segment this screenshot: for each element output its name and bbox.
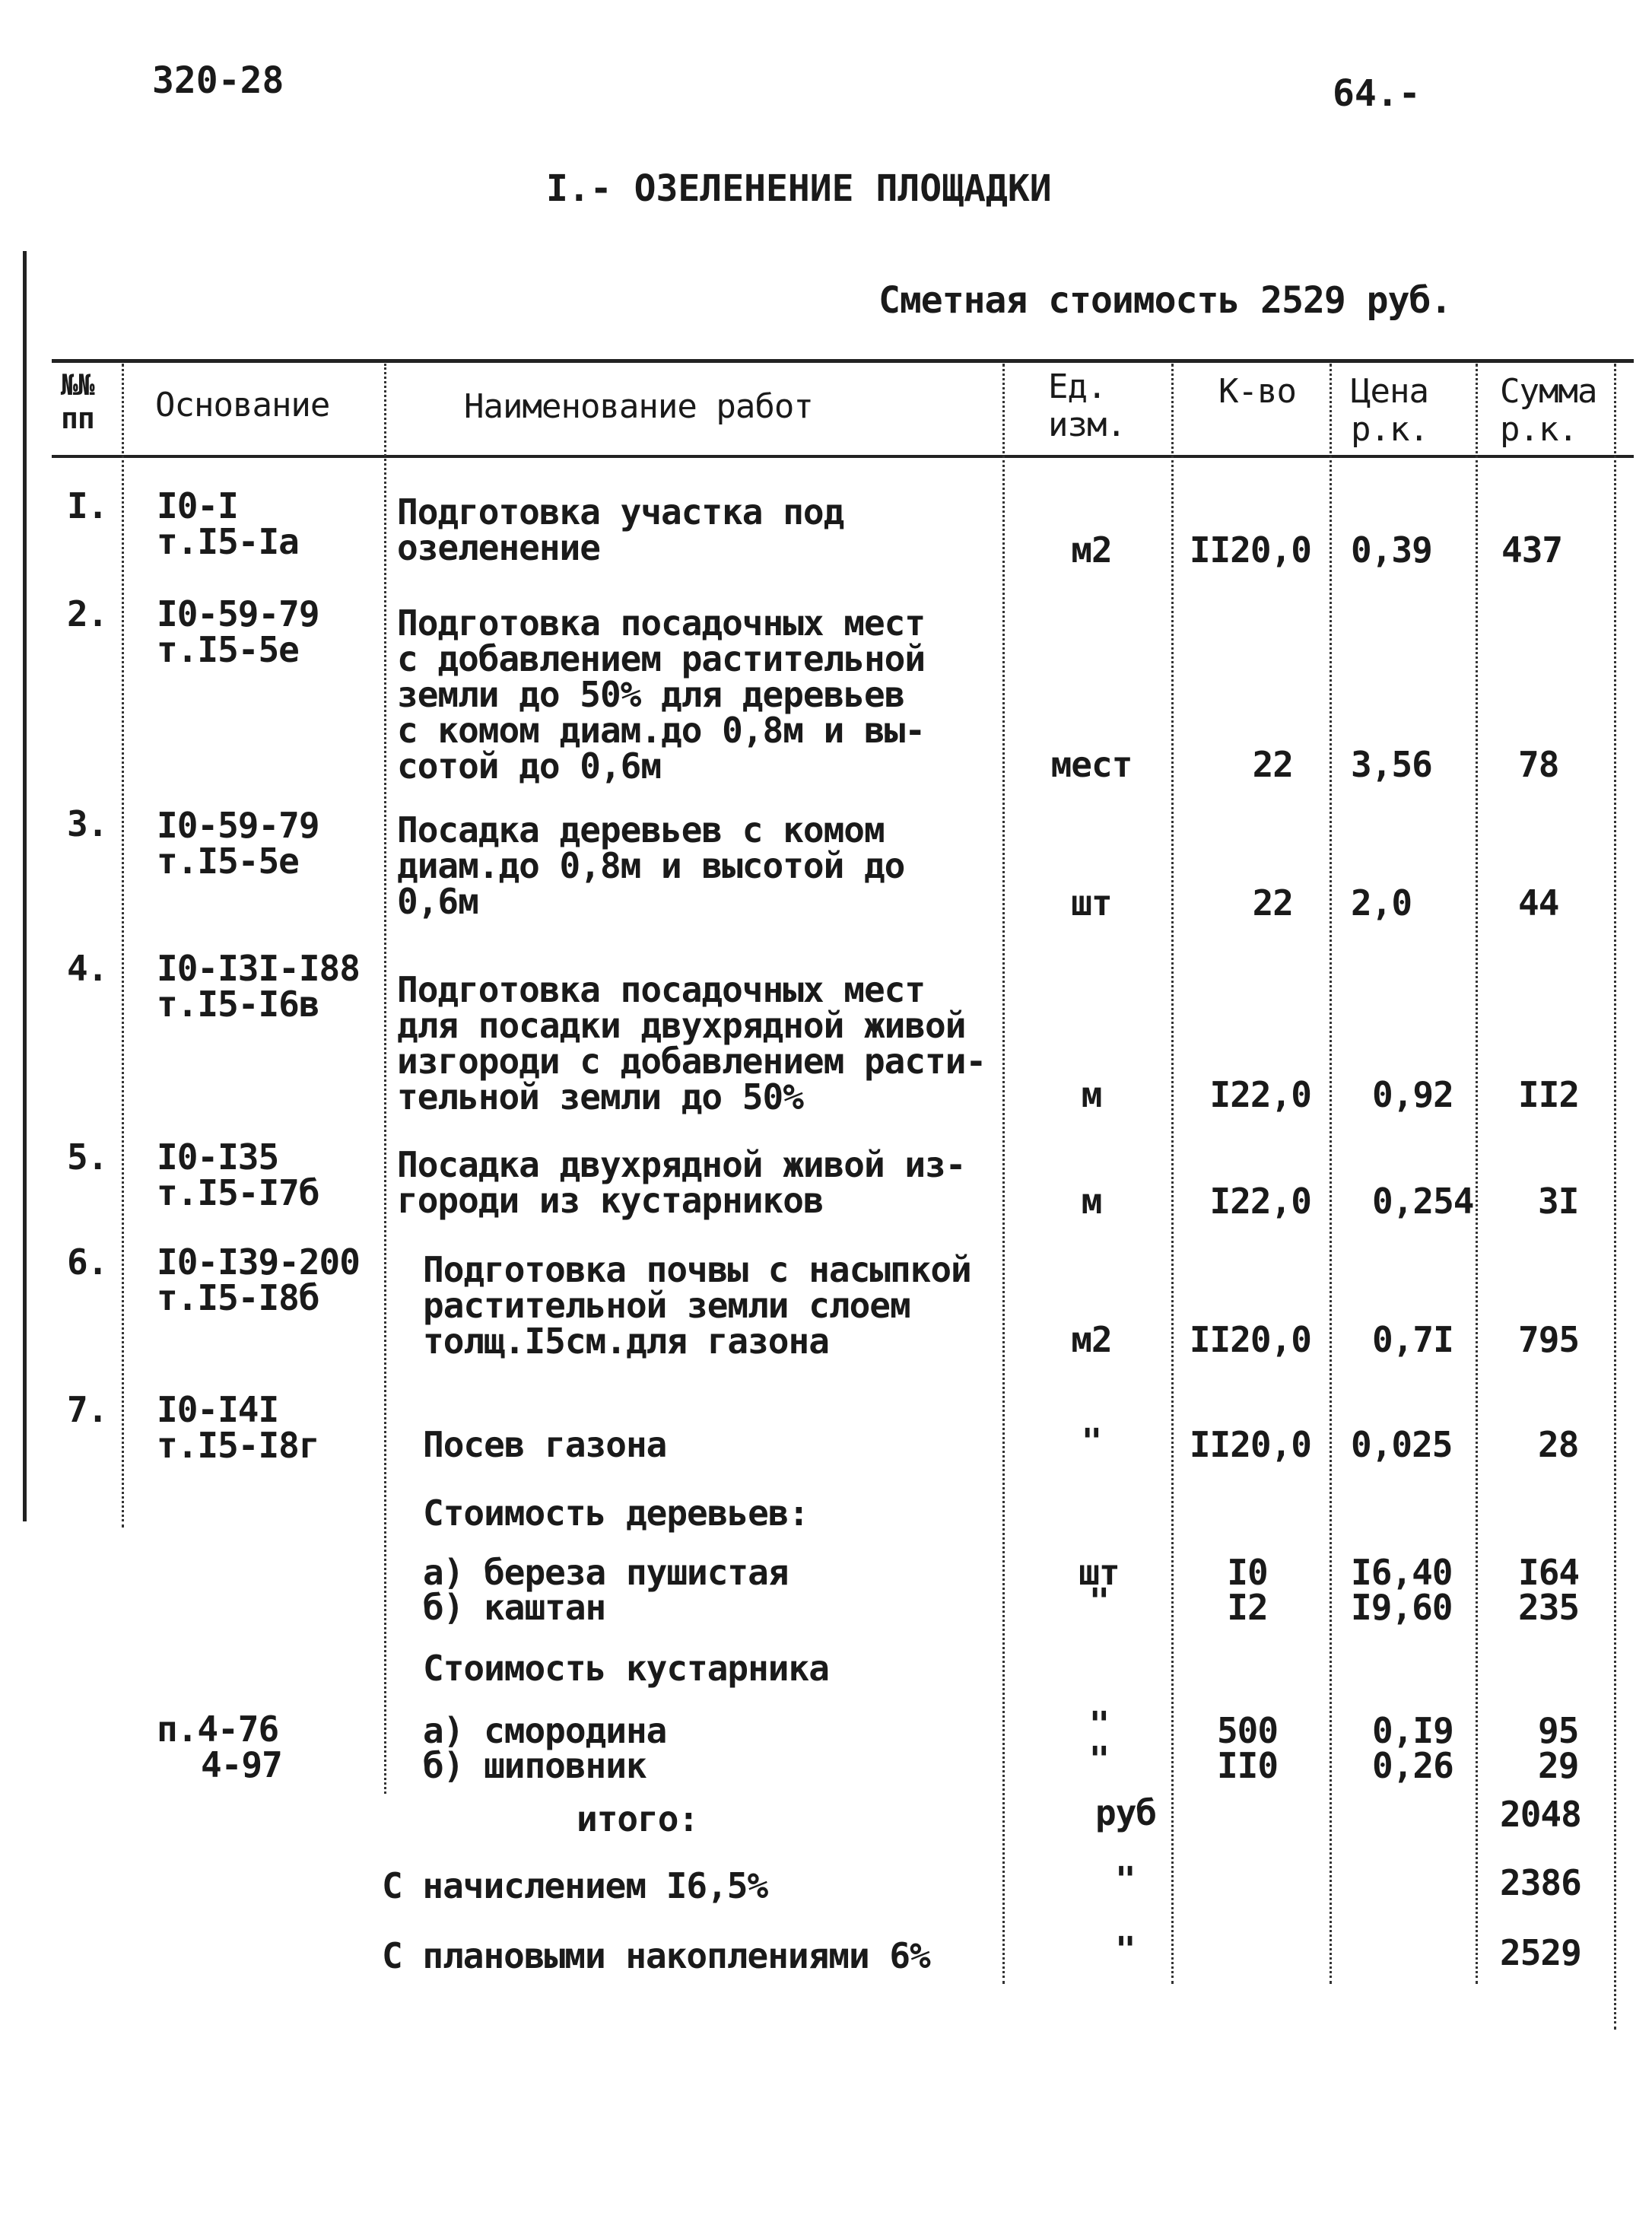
header-unit: Ед. изм. xyxy=(1048,367,1126,444)
shrub-qty: 500 xyxy=(1216,1710,1279,1751)
row-qty: II20,0 xyxy=(1189,1319,1311,1360)
row-price: 0,254 xyxy=(1372,1181,1474,1222)
shrub-qty: II0 xyxy=(1216,1745,1279,1786)
shrub-price: 0,I9 xyxy=(1372,1710,1453,1751)
row-sum: 28 xyxy=(1538,1424,1579,1465)
total-sum: 2529 xyxy=(1500,1932,1581,1973)
estimate-cost: Сметная стоимость 2529 руб. xyxy=(878,279,1452,322)
row-name: Посадка двухрядной живой из- городи из кустарников xyxy=(397,1144,966,1221)
row-num: 5. xyxy=(67,1137,108,1178)
row-unit: м xyxy=(1081,1074,1102,1115)
row-basis: I0-59-79 т.I5-5е xyxy=(157,593,319,670)
row-unit: м xyxy=(1081,1181,1102,1222)
document-code: 320-28 xyxy=(152,59,284,102)
header-price: Цена р.к. xyxy=(1351,372,1428,449)
tree-qty: I2 xyxy=(1227,1587,1268,1628)
shrub-unit: " xyxy=(1088,1739,1110,1780)
row-name: Посадка деревьев с комом диам.до 0,8м и высотой до 0,6м xyxy=(397,809,905,922)
header-name: Наименование работ xyxy=(464,387,813,426)
row-basis: I0-I35 т.I5-I7б xyxy=(157,1137,319,1213)
row-num: 4. xyxy=(67,948,108,989)
row-qty: 22 xyxy=(1252,744,1293,785)
row-num: 2. xyxy=(67,593,108,634)
row-num: 6. xyxy=(67,1241,108,1283)
row-price: 0,7I xyxy=(1372,1319,1453,1360)
row-basis: I0-59-79 т.I5-5е xyxy=(157,805,319,882)
col-sep-4 xyxy=(1171,364,1175,1984)
tree-sum: I64 xyxy=(1518,1552,1580,1593)
row-sum: II2 xyxy=(1518,1074,1580,1115)
row-price: 0,025 xyxy=(1351,1424,1453,1465)
tree-price: I6,40 xyxy=(1351,1552,1453,1593)
total-unit: " xyxy=(1115,1929,1136,1970)
row-sum: 3I xyxy=(1538,1181,1579,1222)
row-qty: I22,0 xyxy=(1209,1181,1311,1222)
col-sep-1 xyxy=(122,364,125,1528)
shrub-sum: 29 xyxy=(1538,1745,1579,1786)
col-sep-7 xyxy=(1614,364,1618,2030)
row-basis: I0-I4I т.I5-I8г xyxy=(157,1389,319,1466)
table-top-rule xyxy=(52,359,1634,363)
col-sep-6 xyxy=(1476,364,1479,1984)
col-sep-3 xyxy=(1002,364,1006,1984)
col-sep-5 xyxy=(1330,364,1333,1984)
row-sum: 44 xyxy=(1518,882,1559,924)
tree-qty: I0 xyxy=(1227,1552,1268,1593)
header-qty: К-во xyxy=(1218,372,1296,411)
row-name: Подготовка посадочных мест с добавлением растительной земли до 50% для деревьев с комом диам.до 0,8м и вы- сотой до 0,6м xyxy=(397,602,926,787)
total-unit: " xyxy=(1115,1859,1136,1900)
tree-unit: шт xyxy=(1079,1552,1120,1593)
shrubs-heading: Стоимость кустарника xyxy=(423,1648,829,1689)
row-price: 0,92 xyxy=(1372,1074,1453,1115)
row-price: 2,0 xyxy=(1351,882,1412,924)
tree-price: I9,60 xyxy=(1351,1587,1453,1628)
header-num: №№ пп xyxy=(61,368,94,435)
row-sum: 78 xyxy=(1518,744,1559,785)
total-sum: 2048 xyxy=(1500,1794,1581,1835)
header-sum: Сумма р.к. xyxy=(1500,372,1597,449)
row-num: I. xyxy=(67,485,108,526)
col-sep-2 xyxy=(384,364,388,1794)
trees-heading: Стоимость деревьев: xyxy=(423,1493,809,1534)
row-unit: шт xyxy=(1071,882,1112,924)
row-name: Посев газона xyxy=(423,1424,667,1465)
row-sum: 795 xyxy=(1518,1319,1580,1360)
row-basis: I0-I3I-I88 т.I5-I6в xyxy=(157,948,360,1025)
row-num: 3. xyxy=(67,803,108,844)
row-name: Подготовка участка под озеленение xyxy=(397,491,844,568)
total-label: итого: xyxy=(577,1798,699,1839)
tree-unit: " xyxy=(1088,1581,1110,1622)
shrubs-basis: п.4-76 4-97 xyxy=(157,1709,282,1785)
tree-name: б) каштан xyxy=(423,1587,606,1628)
left-margin-line xyxy=(23,251,27,1521)
total-sum: 2386 xyxy=(1500,1862,1581,1903)
header-bottom-rule xyxy=(52,455,1634,458)
total-label: С плановыми накоплениями 6% xyxy=(382,1935,930,1976)
shrub-sum: 95 xyxy=(1538,1710,1579,1751)
row-qty: II20,0 xyxy=(1189,1424,1311,1465)
row-qty: II20,0 xyxy=(1189,529,1311,571)
total-label: С начислением I6,5% xyxy=(382,1865,768,1906)
row-sum: 437 xyxy=(1501,529,1563,571)
row-price: 3,56 xyxy=(1351,744,1432,785)
row-name: Подготовка почвы с насыпкой растительной земли слоем толщ.I5см.для газона xyxy=(423,1249,971,1362)
shrub-price: 0,26 xyxy=(1372,1745,1453,1786)
row-unit: " xyxy=(1081,1421,1102,1462)
row-unit: м2 xyxy=(1071,1319,1112,1360)
row-unit: м2 xyxy=(1071,529,1112,571)
row-name: Подготовка посадочных мест для посадки двухрядной живой изгороди с добавлением расти- тельной земли до 50% xyxy=(397,969,986,1117)
row-qty: 22 xyxy=(1252,882,1293,924)
total-unit: руб xyxy=(1095,1792,1157,1833)
tree-sum: 235 xyxy=(1518,1587,1580,1628)
row-basis: I0-I т.I5-Iа xyxy=(157,485,299,562)
shrub-name: б) шиповник xyxy=(423,1745,647,1786)
row-unit: мест xyxy=(1050,744,1133,785)
header-basis: Основание xyxy=(155,386,330,424)
page-number: 64.- xyxy=(1333,72,1421,115)
row-qty: I22,0 xyxy=(1209,1074,1311,1115)
tree-name: а) береза пушистая xyxy=(423,1552,789,1593)
row-num: 7. xyxy=(67,1389,108,1430)
row-basis: I0-I39-200 т.I5-I8б xyxy=(157,1241,360,1318)
shrub-name: а) смородина xyxy=(423,1710,667,1751)
row-price: 0,39 xyxy=(1351,529,1432,571)
shrub-unit: " xyxy=(1088,1704,1110,1745)
section-title: I.- ОЗЕЛЕНЕНИЕ ПЛОЩАДКИ xyxy=(546,167,1052,210)
